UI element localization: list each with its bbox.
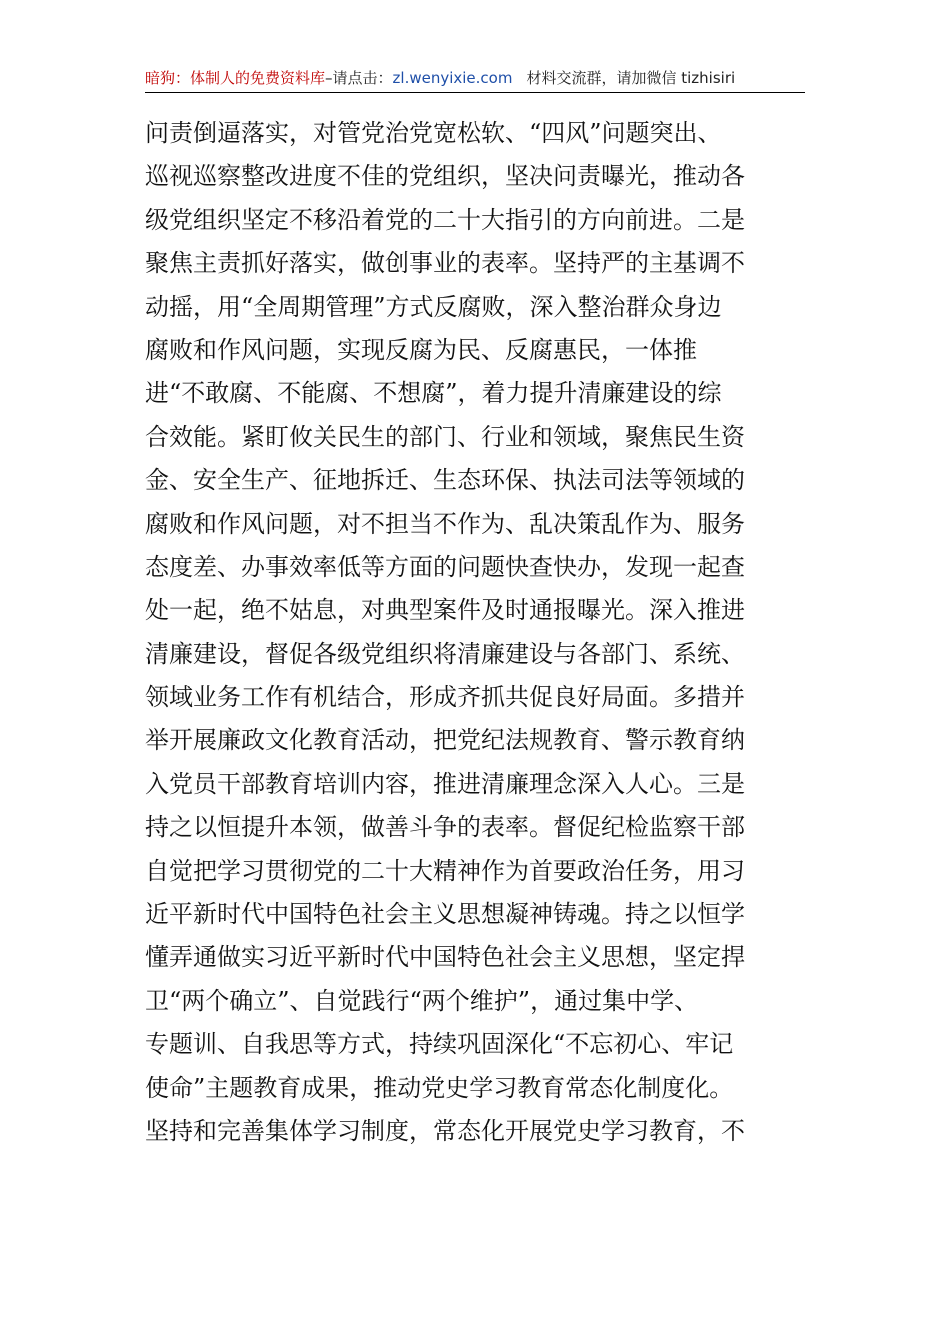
text-line: 自觉把学习贯彻党的二十大精神作为首要政治任务，用习 — [145, 856, 745, 885]
click-prompt: –请点击： — [325, 69, 393, 87]
page-header — [145, 66, 805, 93]
text-line: 专题训、自我思等方式，持续巩固深化“不忘初心、牢记 — [145, 1030, 734, 1059]
text-line: 问责倒逼落实，对管党治党宽松软、“四风”问题突出、 — [145, 119, 722, 147]
text-line: 腐败和作风问题，实现反腐为民、反腐惠民，一体推 — [145, 335, 697, 364]
text-line: 处一起，绝不姑息，对典型案件及时通报曝光。深入推进 — [145, 596, 745, 625]
text-line: 动摇，用“全周期管理”方式反腐败，深入整治群众身边 — [145, 292, 722, 321]
text-line: 进“不敢腐、不能腐、不想腐”，着力提升清廉建设的综 — [145, 379, 722, 408]
text-line: 持之以恒提升本领，做善斗争的表率。督促纪检监察干部 — [145, 813, 745, 842]
text-line: 近平新时代中国特色社会主义思想凝神铸魂。持之以恒学 — [145, 900, 745, 929]
text-line: 级党组织坚定不移沿着党的二十大指引的方向前进。二是 — [145, 205, 745, 234]
text-line: 态度差、办事效率低等方面的问题快查快办，发现一起查 — [145, 552, 745, 581]
text-line: 坚持和完善集体学习制度，常态化开展党史学习教育，不 — [145, 1116, 745, 1145]
text-line: 巡视巡察整改进度不佳的党组织，坚决问责曝光，推动各 — [145, 162, 745, 191]
text-line: 懂弄通做实习近平新时代中国特色社会主义思想，坚定捍 — [145, 943, 745, 972]
text-line: 腐败和作风问题，对不担当不作为、乱决策乱作为、服务 — [145, 509, 745, 538]
site-name: 暗狗：体制人的免费资料库 — [145, 69, 326, 87]
document-body — [145, 112, 809, 1153]
text-line: 清廉建设，督促各级党组织将清廉建设与各部门、系统、 — [145, 639, 745, 668]
text-line: 入党员干部教育培训内容，推进清廉理念深入人心。三是 — [145, 769, 745, 798]
text-line: 举开展廉政文化教育活动，把党纪法规教育、警示教育纳 — [145, 726, 745, 755]
text-line: 使命”主题教育成果，推动党史学习教育常态化制度化。 — [145, 1073, 734, 1102]
text-line: 领域业务工作有机结合，形成齐抓共促良好局面。多措并 — [145, 683, 745, 712]
text-line: 卫“两个确立”、自觉践行“两个维护”，通过集中学、 — [145, 986, 699, 1015]
text-line: 金、安全生产、征地拆迁、生态环保、执法司法等领域的 — [145, 466, 745, 495]
text-line: 聚焦主责抓好落实，做创事业的表率。坚持严的主基调不 — [145, 249, 745, 278]
text-line: 合效能。紧盯攸关民生的部门、行业和领域，聚焦民生资 — [145, 422, 745, 451]
group-note: 材料交流群，请加微信 tizhisiri — [526, 69, 736, 87]
site-url-link[interactable]: zl.wenyixie.com — [392, 69, 513, 87]
